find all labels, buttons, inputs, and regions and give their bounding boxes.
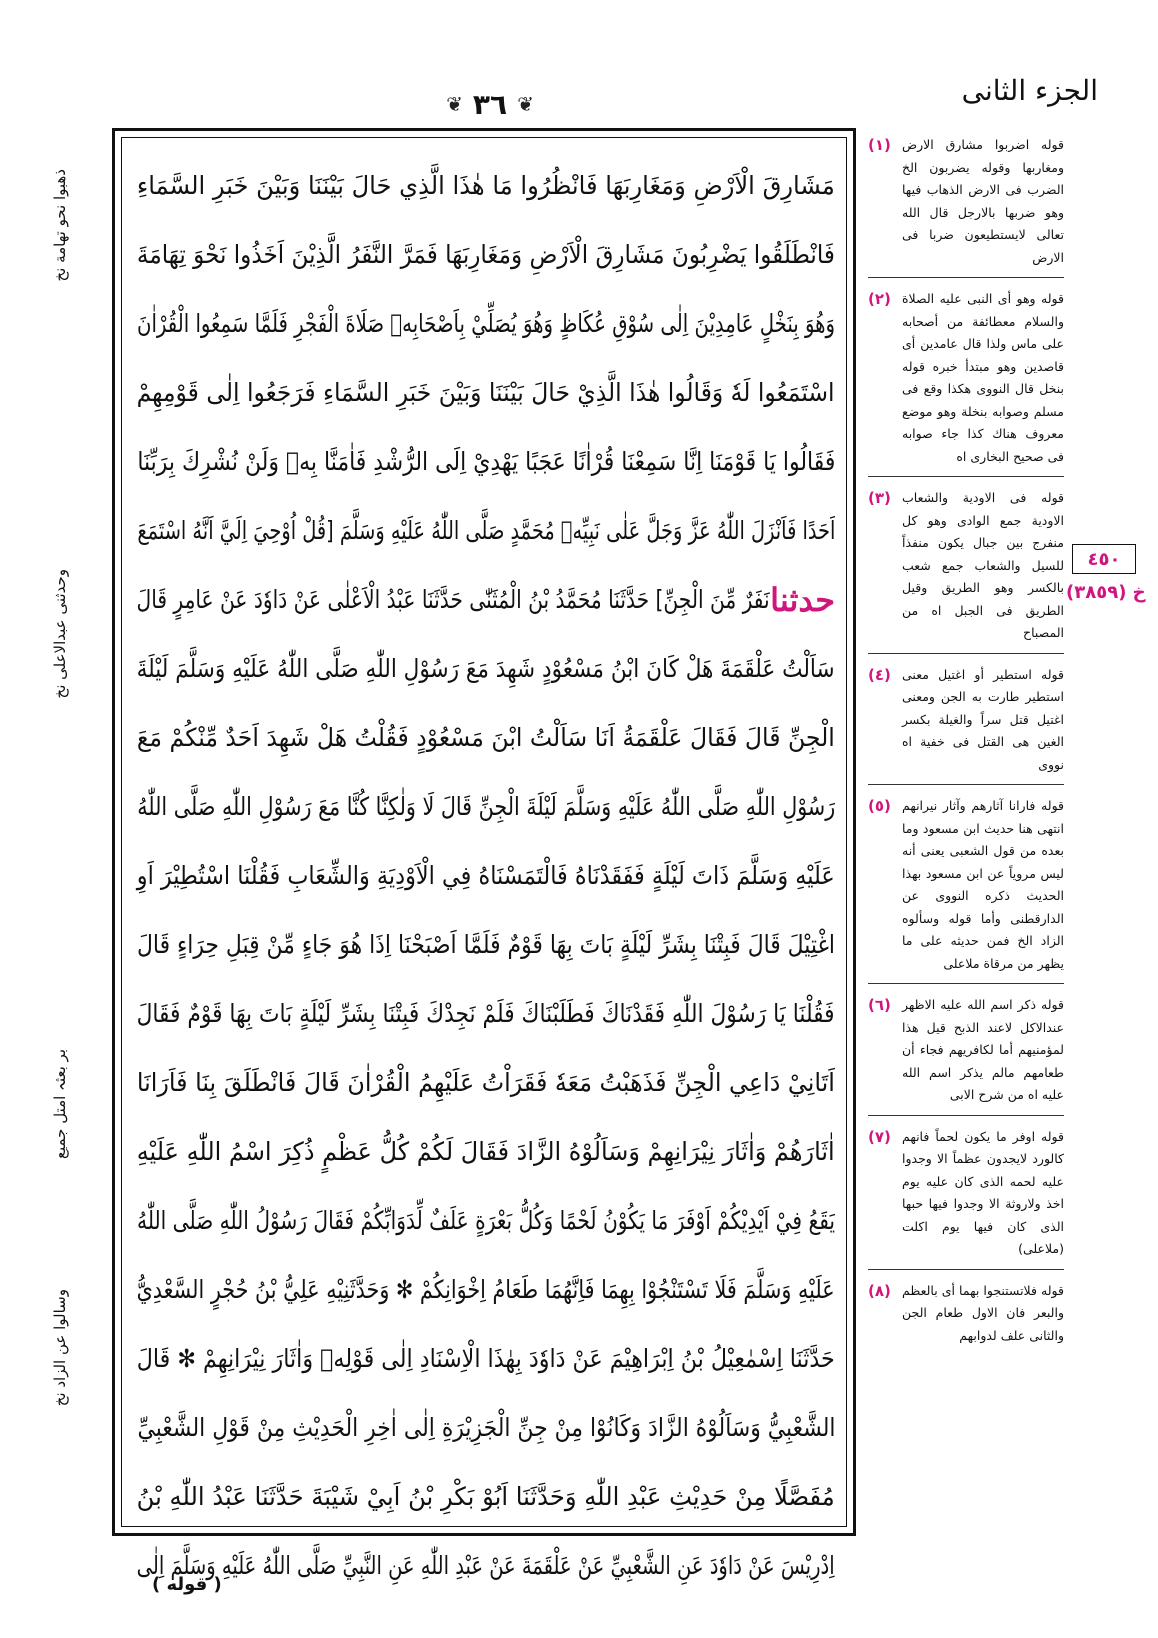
note-number: (٥): [868, 797, 891, 815]
text-line: مَشَارِقَ الْاَرْضِ وَمَغَارِبَهَا فَانْظُرُوا مَا هٰذَا الَّذِي حَالَ بَيْنَنَا وَبَيْنَ خَبَرِ السَّمَاءِ: [137, 171, 835, 200]
note-7: [868, 1126, 1064, 1261]
page-number: [420, 86, 560, 122]
note-number: (٨): [868, 1281, 891, 1300]
text-line: اَتَانِيْ دَاعِي الْجِنِّ فَذَهَبْتُ مَعَهٗ فَقَرَاْتُ عَلَيْهِمُ الْقُرْاٰنَ قَالَ فَانْطَلَقَ بِنَا فَاَرَانَا: [137, 1068, 835, 1097]
bukhari-reference: خ (٣٨٥٩): [1066, 582, 1146, 603]
text-line: اَحَدًا فَاَنْزَلَ اللّٰهُ عَزَّ وَجَلَّ عَلٰى نَبِيِّهٖ مُحَمَّدٍ صَلَّى اللّٰهُ عَلَيْهِ وَسَلَّمَ [قُلْ اُوْحِيَ اِلَيَّ اَنَّهُ اسْتَمَعَ: [137, 516, 835, 545]
note-text: قوله ذكر اسم الله عليه الاظهر عندالاكل لاعند الذبح قيل هذا لمؤمنيهم أما لكافريهم فجاء أن طعامهم مالم يذكر اسم الله عليه اه من شرح الابى: [902, 997, 1064, 1102]
note-divider: [868, 277, 1064, 278]
margin-variant-4: وسالوا عن الزاد نخ: [51, 1289, 69, 1407]
note-text: قوله فلاتستنجوا بهما أى بالعظم والبعر فان الاول طعام الجن والثانى علف لدوابهم: [902, 1282, 1064, 1343]
text-line: عَلَيْهِ وَسَلَّمَ فَلَا تَسْتَنْجُوْا بِهِمَا فَاِنَّهُمَا طَعَامُ اِخْوَانِكُمْ ✻ وَحَدَّثَنِيْهِ عَلِيُّ بْنُ حُجْرٍ السَّعْدِيُّ: [137, 1275, 835, 1304]
note-number: (١): [868, 136, 891, 154]
note-divider: [868, 784, 1064, 785]
note-text: قوله استطير أو اغتيل معنى استطير طارت به الجن ومعنى اغتيل قتل سراً والغيلة بكسر الغين هى القتل فى خفية اه نووى: [902, 666, 1064, 772]
note-1: [868, 134, 1064, 269]
note-number: (٣): [868, 489, 891, 507]
text-line: وَهُوَ بِنَخْلٍ عَامِدِيْنَ اِلٰى سُوْقِ عُكَاظٍ وَهُوَ يُصَلِّيْ بِاَصْحَابِهٖ صَلَاةَ الْفَجْرِ فَلَمَّا سَمِعُوا الْقُرْاٰنَ: [137, 309, 835, 338]
commentary-notes: [868, 134, 1064, 1347]
text-line: اٰثَارَهُمْ وَاٰثَارَ نِيْرَانِهِمْ وَسَاَلُوْهُ الزَّادَ فَقَالَ لَكُمْ كُلُّ عَظْمٍ ذُكِرَ اسْمُ اللّٰهِ عَلَيْهِ: [137, 1137, 835, 1166]
text-line: فَقَالُوا يَا قَوْمَنَا اِنَّا سَمِعْنَا قُرْاٰنًا عَجَبًا يَهْدِيْ اِلَى الرُّشْدِ فَاٰمَنَّا بِهٖ وَلَنْ نُشْرِكَ بِرَبِّنَا: [137, 447, 835, 476]
note-text: قوله اوفر ما يكون لحماً فانهم كالورد لايجدون عظماً الا وجدوا عليه لحمه الذى كان عليه يوم اخذ ولاروثة الا وجدوا فيها حبها الذى كان فيها يوم اكلت (ملاعلى): [902, 1128, 1064, 1256]
text-line: فَانْطَلَقُوا يَضْرِبُونَ مَشَارِقَ الْاَرْضِ وَمَغَارِبَهَا فَمَرَّ النَّفَرُ الَّذِيْنَ اَخَذُوا نَحْوَ تِهَامَةَ: [137, 240, 835, 269]
text-line: الشَّعْبِيُّ وَسَاَلُوْهُ الزَّادَ وَكَانُوْا مِنْ جِنِّ الْجَزِيْرَةِ اِلٰى اٰخِرِ الْحَدِيْثِ مِنْ قَوْلِ الشَّعْبِيِّ: [137, 1413, 835, 1442]
note-text: قوله فى الاودية والشعاب الاودية جمع الوادى وهو كل منفرج بين جبال يكون منفذاً للسيل والشعاب جمع شعب بالكسر وهو الطريق وقيل الطريق فى الجبل اه من المصباح: [902, 490, 1064, 640]
note-2: [868, 288, 1064, 468]
ornament-right-icon: ❦: [517, 92, 534, 116]
text-line: مُفَصَّلًا مِنْ حَدِيْثِ عَبْدِ اللّٰهِ وَحَدَّثَنَا اَبُوْ بَكْرِ بْنُ اَبِيْ شَيْبَةَ حَدَّثَنَا عَبْدُ اللّٰهِ بْنُ: [137, 1482, 835, 1511]
margin-variant-2: وحدثنی عبدالاعلی نخ: [51, 569, 69, 699]
text-line: عَلَيْهِ وَسَلَّمَ ذَاتَ لَيْلَةٍ فَفَقَدْنَاهُ فَالْتَمَسْنَاهُ فِي الْاَوْدِيَةِ وَالشِّعَابِ فَقُلْنَا اسْتُطِيْرَ اَوِ: [136, 861, 835, 890]
note-number: (٤): [868, 665, 891, 684]
ornament-left-icon: ❦: [446, 92, 463, 116]
text-line: رَسُوْلِ اللّٰهِ صَلَّى اللّٰهُ عَلَيْهِ وَسَلَّمَ لَيْلَةَ الْجِنِّ قَالَ لَا وَلٰكِنَّا كُنَّا مَعَ رَسُوْلِ اللّٰهِ صَلَّى اللّٰهُ: [136, 792, 835, 821]
note-5: [868, 795, 1064, 975]
highlight-word: حدثنا: [770, 580, 835, 619]
note-4: [868, 664, 1064, 777]
main-text: [133, 151, 835, 1600]
note-8: [868, 1280, 1064, 1348]
text-line: اغْتِيْلَ قَالَ فَبِتْنَا بِشَرِّ لَيْلَةٍ بَاتَ بِهَا قَوْمٌ فَلَمَّا اَصْبَحْنَا اِذَا هُوَ جَاءٍ مِّنْ قِبَلِ حِرَاءٍ قَالَ: [137, 930, 835, 959]
volume-title: الجزء الثانی: [961, 74, 1098, 107]
note-divider: [868, 983, 1064, 984]
hadith-number-box: ٤٥٠: [1072, 544, 1136, 574]
note-number: (٧): [868, 1127, 891, 1146]
text-line: حَدَّثَنَا اِسْمٰعِيْلُ بْنُ اِبْرَاهِيْمَ عَنْ دَاوٗدَ بِهٰذَا الْاِسْنَادِ اِلٰى قَوْلِهٖ وَاٰثَارَ نِيْرَانِهِمْ ✻ قَالَ: [137, 1344, 835, 1373]
note-text: قوله اضربوا مشارق الارض ومغاربها وقوله يضربون الخ الضرب فى الارض الذهاب فيها وهو ضربها بالارجل قال الله تعالى لايستطيعون ضربا فى الارض: [902, 137, 1064, 265]
text-line: اسْتَمَعُوا لَهٗ وَقَالُوا هٰذَا الَّذِيْ حَالَ بَيْنَنَا وَبَيْنَ خَبَرِ السَّمَاءِ فَرَجَعُوا اِلٰى قَوْمِهِمْ: [137, 378, 835, 407]
main-text-frame: [112, 128, 856, 1580]
note-number: (٢): [868, 290, 891, 308]
catchword: ( قوله ): [152, 1574, 222, 1595]
note-text: قوله وهو أى النبى عليه الصلاة والسلام معطائفة من أصحابه على ماس ولذا قال عامدين أى قاصدين وهو مبتدأ خبره قوله بنخل قال النووى هكذا وقع فى مسلم وصوابه بنخلة وهو موضع معروف هناك كذا جاء صوابه فى صحيح البخارى اه: [902, 291, 1064, 464]
note-divider: [868, 1115, 1064, 1116]
text-line: يَقَعُ فِيْ اَيْدِيْكُمْ اَوْفَرَ مَا يَكُوْنُ لَحْمًا وَكُلُّ بَعْرَةٍ عَلَفٌ لِّدَوَابِّكُمْ فَقَالَ رَسُوْلُ اللّٰهِ صَلَّى اللّٰهُ: [137, 1206, 835, 1235]
margin-variant-3: بر بعثہ امتل جمیع: [51, 1049, 69, 1160]
margin-variant-1: ذهبوا نحو تهامة نخ: [51, 169, 69, 282]
note-6: [868, 994, 1064, 1107]
text-line-with-highlight: حدثنا نَفَرٌ مِّنَ الْجِنِّ] حَدَّثَنَا مُحَمَّدُ بْنُ الْمُثَنّٰى حَدَّثَنَا عَبْدُ الْاَعْلٰى عَنْ دَاوٗدَ عَنْ عَامِرٍ قَالَ: [137, 580, 835, 619]
note-divider: [868, 653, 1064, 654]
text-line: اِدْرِيْسَ عَنْ دَاوٗدَ عَنِ الشَّعْبِيِّ عَنْ عَلْقَمَةَ عَنْ عَبْدِ اللّٰهِ عَنِ النَّبِيِّ صَلَّى اللّٰهُ عَلَيْهِ وَسَلَّمَ اِلٰى: [137, 1551, 835, 1580]
note-number: (٦): [868, 996, 891, 1014]
note-text: قوله فارانا آثارهم وآثار نيرانهم انتهى هنا حديث ابن مسعود وما بعده من قول الشعبى يعنى أنه ليس مروياً عن ابن مسعود بهذا الحديث ذكره النووى عن الدارقطنى وأما قوله وسألوه الزاد الخ فمن حديثه على ما يظهر من مرقاة ملاعلى: [902, 798, 1064, 971]
text-line: فَقُلْنَا يَا رَسُوْلَ اللّٰهِ فَقَدْنَاكَ فَطَلَبْنَاكَ فَلَمْ نَجِدْكَ فَبِتْنَا بِشَرِّ لَيْلَةٍ بَاتَ بِهَا قَوْمٌ فَقَالَ: [137, 999, 835, 1028]
page-number-value: ٣٦: [472, 87, 508, 121]
note-3: [868, 487, 1064, 645]
note-divider: [868, 1269, 1064, 1270]
text-line: سَاَلْتُ عَلْقَمَةَ هَلْ كَانَ ابْنُ مَسْعُوْدٍ شَهِدَ مَعَ رَسُوْلِ اللّٰهِ صَلَّى اللّٰهُ عَلَيْهِ وَسَلَّمَ لَيْلَةَ: [137, 654, 835, 683]
text-line: الْجِنِّ قَالَ فَقَالَ عَلْقَمَةُ اَنَا سَاَلْتُ ابْنَ مَسْعُوْدٍ فَقُلْتُ هَلْ شَهِدَ اَحَدٌ مِّنْكُمْ مَعَ: [137, 723, 835, 752]
note-divider: [868, 476, 1064, 477]
